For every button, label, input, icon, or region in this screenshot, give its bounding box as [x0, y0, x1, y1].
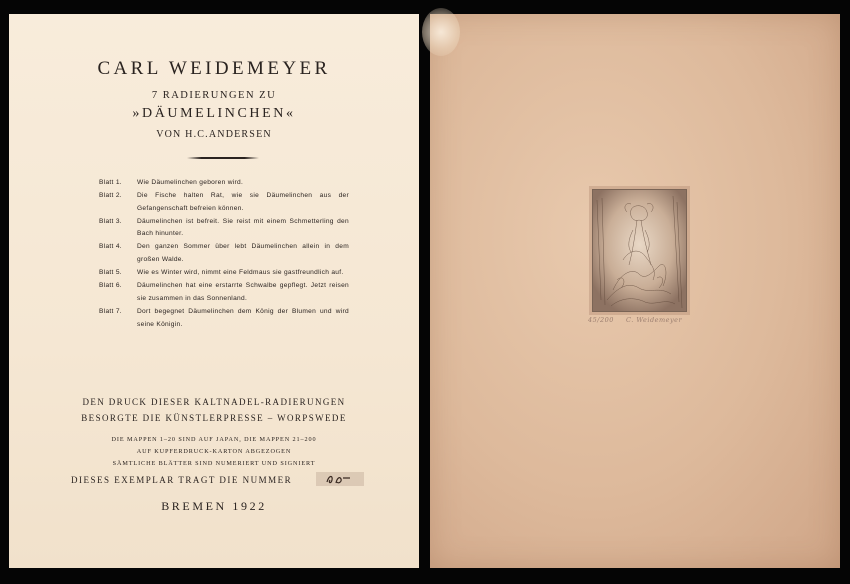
- plate-item: [99, 190, 349, 215]
- plate-item: [99, 306, 349, 331]
- plate-label: Blatt 5.: [99, 269, 122, 277]
- plate-list: [99, 177, 349, 332]
- plate-item: [99, 241, 349, 266]
- artist-name: CARL WEIDEMEYER: [97, 58, 331, 79]
- plate-label: Blatt 4.: [99, 243, 122, 251]
- handwritten-number-icon: [324, 472, 354, 486]
- divider-rule: [187, 157, 259, 159]
- plate-item: [99, 267, 349, 280]
- plate-label: Blatt 2.: [99, 192, 122, 200]
- plate-text: Däumelinchen hat eine erstarrte Schwalbe gepflegt. Jetzt reisen sie zusammen in das Sonnenland.: [137, 282, 349, 302]
- plate-item: [99, 177, 349, 190]
- handwritten-number: [316, 472, 364, 486]
- city-year: BREMEN 1922: [161, 499, 267, 513]
- subtitle-author: VON H.C.ANDERSEN: [156, 129, 272, 140]
- plate-text: Däumelinchen ist befreit. Sie reist mit einem Schmetterling den Bach hinunter.: [137, 217, 349, 238]
- title-page: [9, 14, 419, 568]
- plate-item: [99, 280, 349, 305]
- plate-label: Blatt 1.: [99, 179, 122, 186]
- edition-line-1: DIE MAPPEN 1–20 SIND AUF JAPAN, DIE MAPPEN 21–200: [111, 436, 317, 443]
- subtitle-count: 7 RADIERUNGEN ZU: [151, 90, 277, 101]
- edition-line-3: SÄMTLICHE BLÄTTER SIND NUMERIERT UND SIGNIERT: [112, 460, 316, 467]
- edition-line-2: AUF KUPFERDRUCK-KARTON ABGEZOGEN: [136, 448, 292, 455]
- etching-plate: [592, 189, 687, 312]
- plate-text: Die Fische halten Rat, wie sie Däumelinchen aus der Gefangenschaft befreien können.: [137, 192, 349, 212]
- thumbelina-etching-icon: [593, 190, 686, 311]
- pencil-signature: C. Weidemeyer: [626, 316, 683, 324]
- plate-text: Den ganzen Sommer über lebt Däumelinchen allein in dem großen Walde.: [137, 243, 349, 264]
- exemplar-statement: DIESES EXEMPLAR TRAGT DIE NUMMER: [71, 475, 293, 485]
- pencil-edition-number: 45/200: [588, 316, 614, 324]
- printer-line-1: DEN DRUCK DIESER KALTNADEL-RADIERUNGEN: [82, 397, 346, 407]
- subtitle-work: »DÄUMELINCHEN«: [132, 106, 296, 121]
- plate-label: Blatt 3.: [99, 217, 122, 225]
- plate-text: Dort begegnet Däumelinchen dem König der Blumen und wird seine Königin.: [137, 307, 349, 328]
- plate-label: Blatt 6.: [99, 282, 122, 290]
- plate-text: Wie Däumelinchen geboren wird.: [137, 179, 244, 186]
- printer-line-2: BESORGTE DIE KÜNSTLERPRESSE – WORPSWEDE: [81, 413, 347, 423]
- plate-label: Blatt 7.: [99, 307, 122, 315]
- plate-item: [99, 216, 349, 241]
- paper-stain: [422, 8, 460, 56]
- etching-page: [430, 14, 840, 568]
- plate-text: Wie es Winter wird, nimmt eine Feldmaus sie gastfreundlich auf.: [137, 269, 344, 277]
